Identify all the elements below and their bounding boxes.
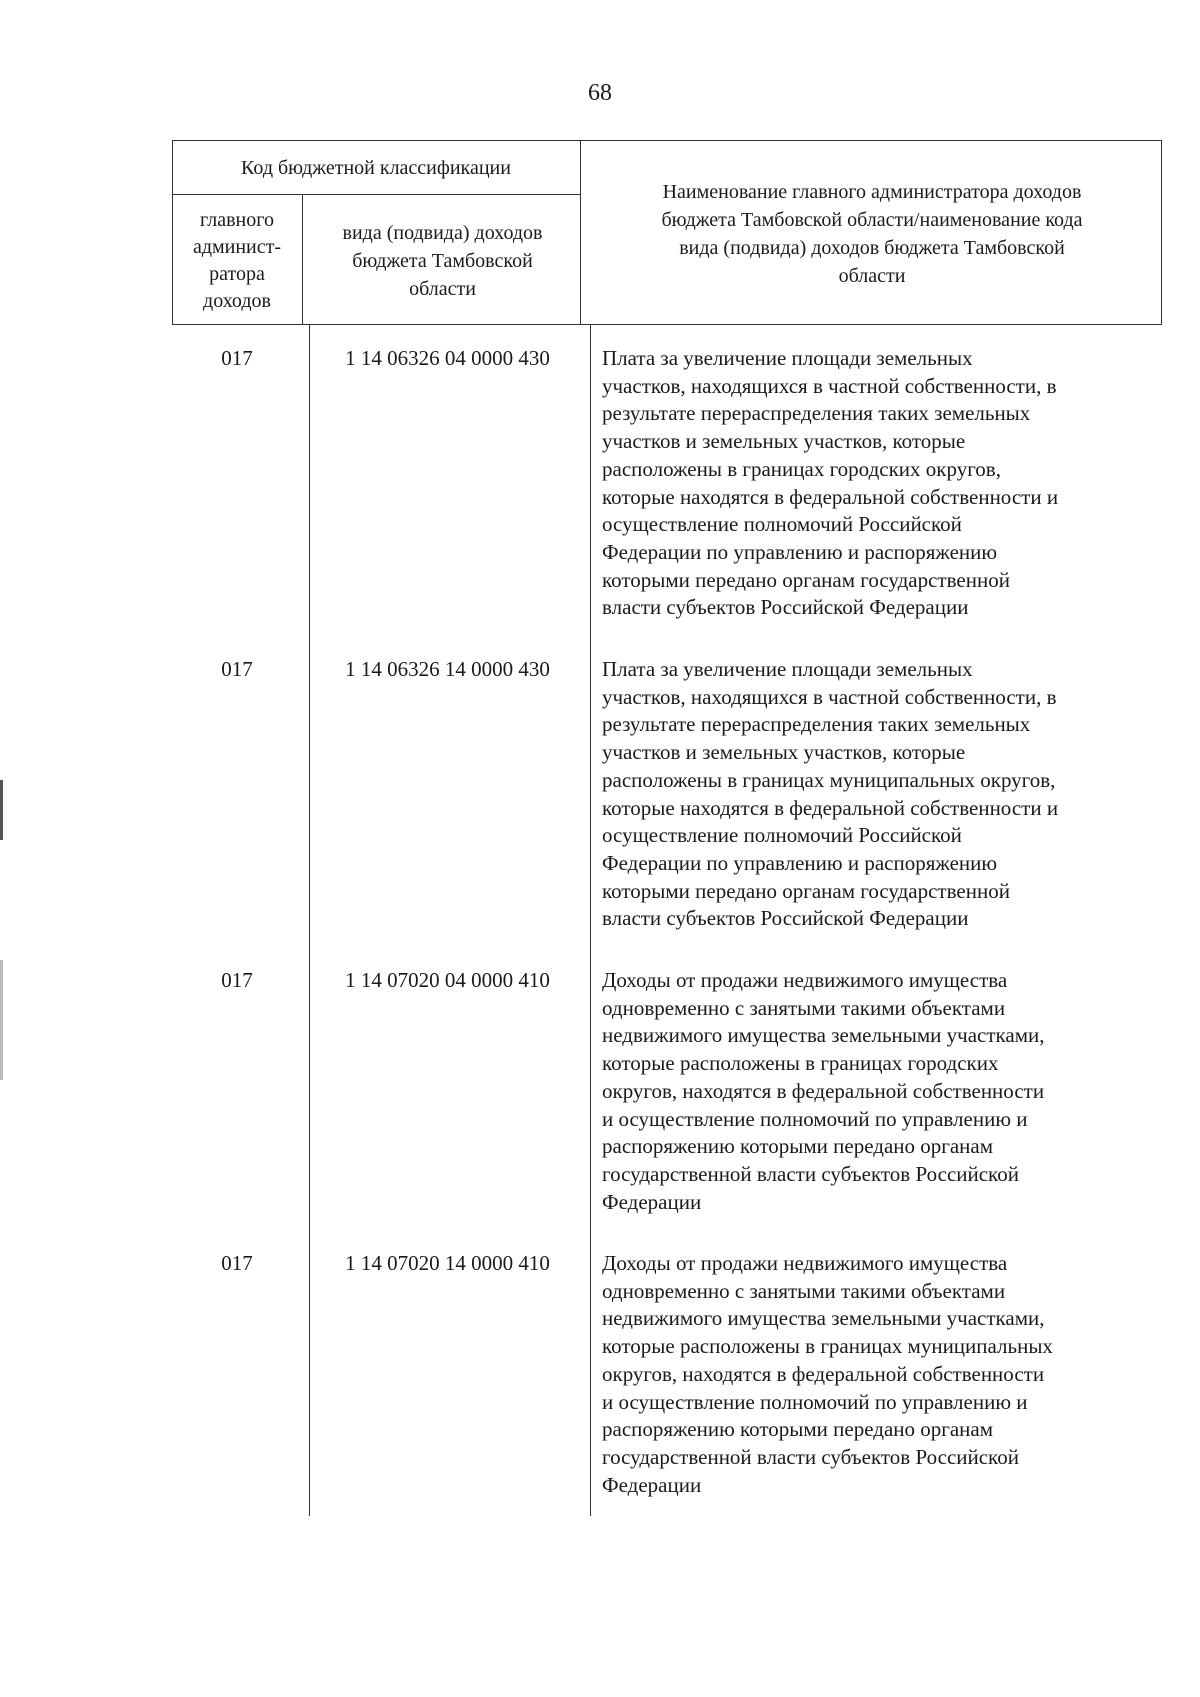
- row-description: Доходы от продажи недвижимого имущества одновременно с занятыми такими объектами недвижимого имущества земельными участками, которые расположены в границах городских округов, находятся в федеральной собственности и осуществление полномочий по управлению и распоряжению которыми передано органам государственной власти субъектов Российской Федерации: [602, 968, 1045, 1214]
- header-column-divider-1: [302, 194, 303, 324]
- header-name-column: Наименование главного администратора доходов бюджета Тамбовской области/наименование кода вида (подвида) доходов бюджета Тамбовской области: [661, 181, 1083, 287]
- header-group-divider: [172, 194, 580, 195]
- scan-edge-mark: [0, 780, 3, 840]
- header-column-divider-2: [580, 140, 581, 324]
- body-column-divider-1: [309, 324, 310, 1516]
- row-admin-code: 017: [221, 1251, 253, 1275]
- row-admin-code: 017: [221, 346, 253, 370]
- row-kbk-code: 1 14 07020 14 0000 410: [345, 1251, 550, 1275]
- header-bottom-border: [172, 324, 1162, 325]
- header-code-column: вида (подвида) доходов бюджета Тамбовской области: [342, 222, 543, 300]
- row-kbk-code: 1 14 06326 14 0000 430: [345, 657, 550, 681]
- scan-edge-mark: [0, 960, 3, 1080]
- table-top-border: [172, 140, 1162, 141]
- row-description: Плата за увеличение площади земельных участков, находящихся в частной собственности, в результате перераспределения таких земельных участков и земельных участков, которые расположены в границах муниципальных округов, которые находятся в федеральной собственности и осуществление полномочий Российской Федерации по управлению и распоряжению которыми передано органам государственной власти субъектов Российской Федерации: [602, 657, 1059, 931]
- row-description: Доходы от продажи недвижимого имущества одновременно с занятыми такими объектами недвижимого имущества земельными участками, которые расположены в границах муниципальных округов, находятся в федеральной собственности и осуществление полномочий по управлению и распоряжению которыми передано органам государственной власти субъектов Российской Федерации: [602, 1251, 1053, 1497]
- body-column-divider-2: [590, 324, 591, 1516]
- row-admin-code: 017: [221, 968, 253, 992]
- header-group-label: Код бюджетной классификации: [241, 157, 511, 179]
- row-kbk-code: 1 14 06326 04 0000 430: [345, 346, 550, 370]
- header-admin-column: главного админист- ратора доходов: [192, 209, 282, 312]
- row-kbk-code: 1 14 07020 04 0000 410: [345, 968, 550, 992]
- page-number: 68: [588, 80, 612, 106]
- row-admin-code: 017: [221, 657, 253, 681]
- row-description: Плата за увеличение площади земельных участков, находящихся в частной собственности, в результате перераспределения таких земельных участков и земельных участков, которые расположены в границах городских округов, которые находятся в федеральной собственности и осуществление полномочий Российской Федерации по управлению и распоряжению которыми передано органам государственной власти субъектов Российской Федерации: [602, 346, 1059, 620]
